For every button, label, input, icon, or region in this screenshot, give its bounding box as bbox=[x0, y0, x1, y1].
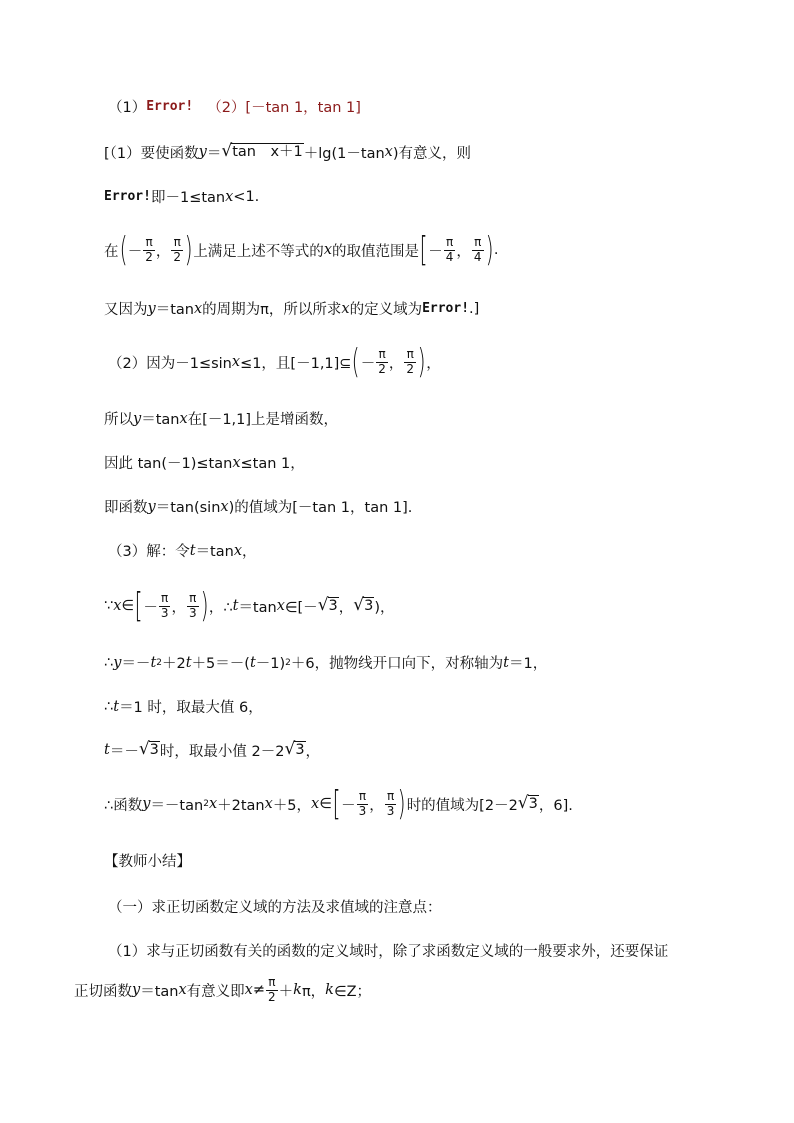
solution-3-line-4: ∴ t ＝1 时，取最大值 6， bbox=[104, 698, 263, 716]
fraction: $\frac{\pi}{2}$ bbox=[173, 234, 182, 264]
solution-3-line-2: ∵ x ∈ [ － $\frac{\pi}{3}$ ， $\frac{\pi}{3}$ ) ，∴ t ＝tan x ∈[－ √ 3 ， √ 3 )， bbox=[104, 586, 395, 626]
solution-3-line-5: t ＝－ √ 3 时，取最小值 2－2 √ 3 ， bbox=[104, 738, 321, 760]
solution-2-line-2: 所以 y ＝tan x 在[－1,1]上是增函数， bbox=[104, 410, 339, 428]
fraction: $\frac{\pi}{3}$ bbox=[160, 590, 169, 620]
summary-paragraph-line-2: 正切函数 y ＝tan x 有意义即 x ≠ $\frac{\pi}{2}$ ＋ k π， k ∈Z； bbox=[74, 974, 372, 1004]
summary-paragraph-line-1: （1）求与正切函数有关的函数的定义域时，除了求函数定义域的一般要求外，还要保证 bbox=[108, 944, 669, 960]
solution-3-line-3: ∴ y ＝－ t 2 ＋2 t ＋5＝－( t －1) 2 ＋6，抛物线开口向下，对称轴为 t ＝1， bbox=[104, 654, 548, 672]
solution-1-line-3: 在 ( － $\frac{\pi}{2}$ ， $\frac{\pi}{2}$ ) 上满足上述不等式的 x 的取值范围是 [ － $\frac{\pi}{4}$ ， $\frac{\pi}{4}$ ) . bbox=[104, 230, 499, 270]
solution-1-line-4: 又因为 y ＝tan x 的周期为π，所以所求 x 的定义域为 Error! .] bbox=[104, 300, 480, 318]
fraction: $\frac{\pi}{4}$ bbox=[445, 234, 454, 264]
solution-1-line-2: Error! 即－1≤tan x <1. bbox=[104, 188, 260, 206]
solution-3-line-6: ∴函数 y ＝－tan 2 x ＋2tan x ＋5， x ∈ [ － $\frac{\pi}{3}$ ， $\frac{\pi}{3}$ ) 时的值域为[2－2 √ 3 ，6]. bbox=[104, 784, 573, 824]
error-field: Error! bbox=[104, 189, 151, 204]
solution-2-line-3: 因此 tan(－1)≤tan x ≤tan 1， bbox=[104, 454, 305, 472]
subsection-heading: （一）求正切函数定义域的方法及求值域的注意点： bbox=[108, 900, 442, 916]
sqrt-expression: √ 3 bbox=[353, 594, 374, 615]
solution-3-line-1: （3）解：令 t ＝tan x ， bbox=[108, 542, 257, 560]
solution-2-line-4: 即函数 y ＝tan(sin x )的值域为[－tan 1，tan 1]. bbox=[104, 498, 413, 516]
error-field: Error! bbox=[422, 301, 470, 316]
section-heading: 【教师小结】 bbox=[104, 854, 191, 870]
fraction: $\frac{\pi}{3}$ bbox=[386, 788, 395, 818]
solution-1-line-1: [（1）要使函数 y ＝ √ tan x＋1 ＋lg(1－tan x )有意义，则 bbox=[104, 140, 472, 162]
error-field: Error! bbox=[146, 99, 194, 114]
answer-line: （1） Error! （2）[－tan 1，tan 1] bbox=[108, 96, 361, 117]
fraction: $\frac{\pi}{2}$ bbox=[406, 346, 415, 376]
fraction: $\frac{\pi}{2}$ bbox=[268, 974, 276, 1004]
sqrt-expression: √ 3 bbox=[284, 738, 305, 759]
sqrt-expression: √ tan x＋1 bbox=[221, 140, 303, 161]
fraction: $\frac{\pi}{3}$ bbox=[358, 788, 367, 818]
solution-2-line-1: （2）因为－1≤sin x ≤1，且[－1,1]⊆ ( － $\frac{\pi}{2}$ ， $\frac{\pi}{2}$ ) ， bbox=[108, 342, 441, 382]
fraction: $\frac{\pi}{2}$ bbox=[145, 234, 153, 264]
sqrt-expression: √ 3 bbox=[317, 594, 338, 615]
fraction: $\frac{\pi}{3}$ bbox=[188, 590, 197, 620]
fraction: $\frac{\pi}{2}$ bbox=[378, 346, 386, 376]
answer-2: （2）[－tan 1，tan 1] bbox=[207, 100, 361, 116]
sqrt-expression: √ 3 bbox=[517, 792, 538, 813]
fraction: $\frac{\pi}{4}$ bbox=[473, 234, 482, 264]
sqrt-expression: √ 3 bbox=[138, 738, 159, 759]
